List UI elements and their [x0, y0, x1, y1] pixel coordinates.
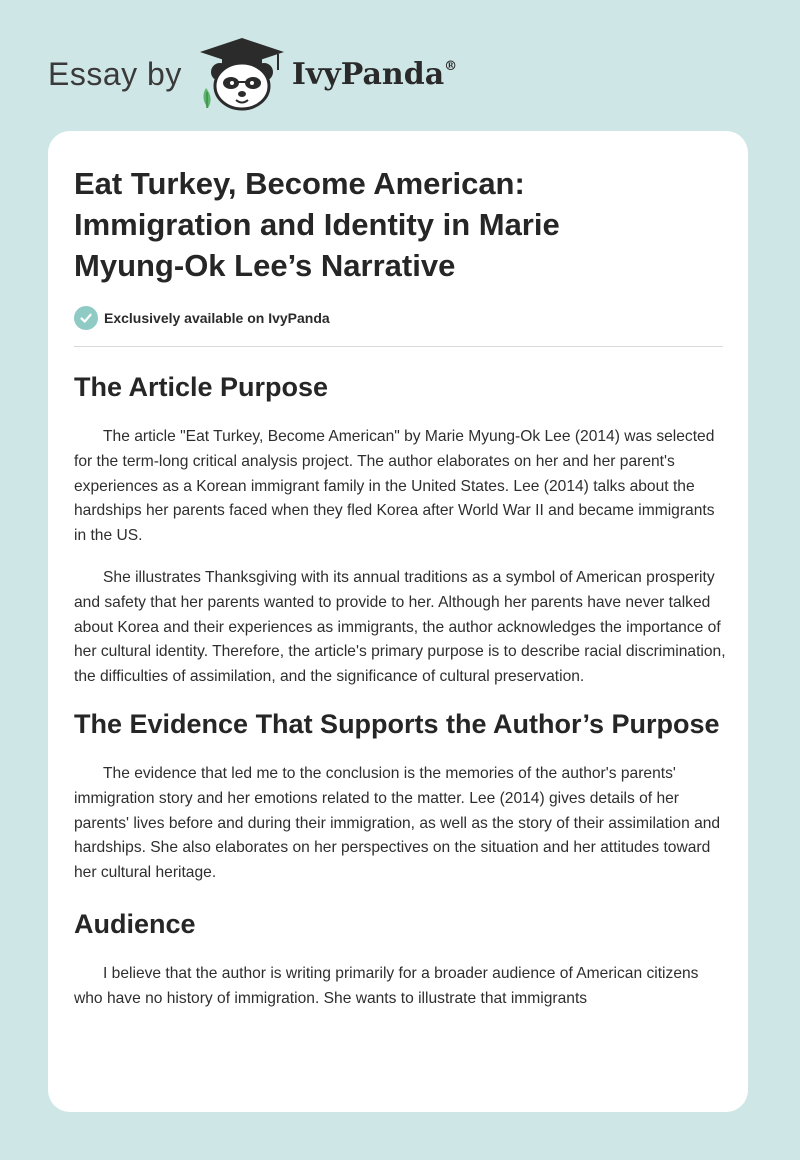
registered-mark: ® — [444, 58, 458, 74]
section-heading: The Evidence That Supports the Author’s Purpose — [74, 708, 720, 739]
divider — [74, 346, 723, 347]
check-icon — [74, 306, 98, 330]
section-heading: Audience — [74, 908, 196, 939]
paragraph: She illustrates Thanksgiving with its annual traditions as a symbol of American prosperity and safety that her parents wanted to provide to her. Although her parents have never talked about Korea and their experiences as immigrants, the author acknowledges the importance of her cultural identity. Therefore, the article's primary purpose is to describe racial discrimination, the difficulties of assimilation, and the significance of cultural preservation. — [74, 568, 726, 686]
article-card — [48, 131, 748, 1112]
section-heading: The Article Purpose — [74, 372, 329, 402]
paragraph: I believe that the author is writing primarily for a broader audience of American citizens who have no history of immigration. She wants to illustrate that immigrants — [74, 964, 699, 1007]
panda-logo-icon — [198, 36, 286, 112]
article-title: Eat Turkey, Become American: Immigration and Identity in Marie Myung-Ok Lee’s Narrative — [74, 166, 560, 283]
brand-name: IvyPanda® — [291, 56, 458, 92]
exclusive-badge — [74, 304, 722, 332]
exclusive-label: Exclusively available on IvyPanda — [104, 310, 330, 326]
paragraph: The evidence that led me to the conclusion is the memories of the author's parents' immigration story and her emotions related to the matter. Lee (2014) gives details of her parents' lives before and during their immigration, as well as the story of their assimilation and hardships. She also elaborates on her perspectives on the situation and her attitudes toward her cultural heritage. — [74, 764, 721, 882]
essay-by-label: Essay by — [48, 55, 182, 92]
site-header — [48, 34, 457, 114]
paragraph: The article "Eat Turkey, Become American" by Marie Myung-Ok Lee (2014) was selected for the term-long critical analysis project. The author elaborates on her and her parent's experiences as a Korean immigrant family in the United States. Lee (2014) talks about the hardships her parents faced when they fled Korea after World War II and became immigrants in the US. — [74, 428, 715, 545]
